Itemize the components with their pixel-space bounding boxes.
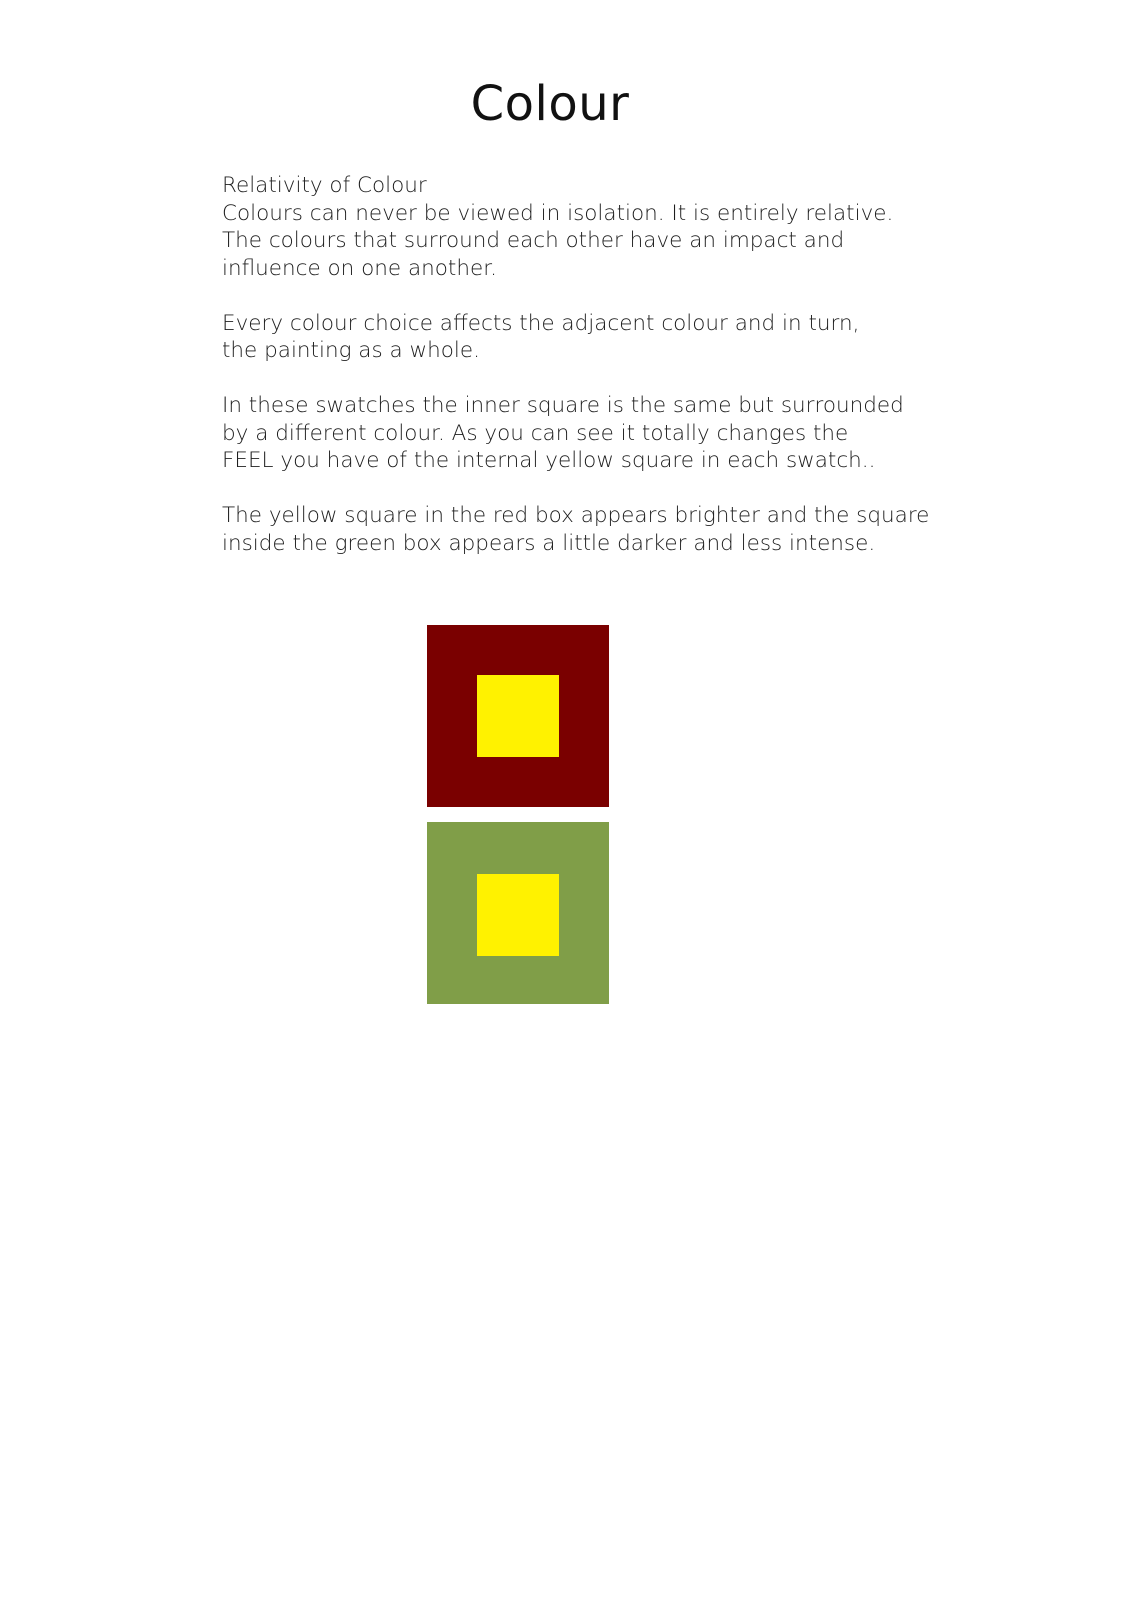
section-heading: Relativity of Colour bbox=[222, 173, 427, 198]
paragraph-relativity bbox=[222, 172, 942, 282]
text-line: FEEL you have of the internal yellow square in each swatch.. bbox=[222, 448, 876, 473]
text-line: influence on one another. bbox=[222, 255, 497, 281]
red-swatch-inner-yellow-square bbox=[477, 675, 559, 757]
text-line: by a different colour. As you can see it totally changes the bbox=[222, 420, 849, 446]
text-line: inside the green box appears a little darker and less intense. bbox=[222, 530, 876, 556]
paragraph-swatches bbox=[222, 392, 942, 475]
text-line: The yellow square in the red box appears brighter and the square bbox=[222, 503, 930, 528]
green-swatch bbox=[427, 822, 609, 1004]
paragraph-comparison bbox=[222, 502, 942, 557]
text-line: the painting as a whole. bbox=[222, 338, 480, 363]
paragraph-adjacent bbox=[222, 310, 942, 365]
body-text bbox=[222, 172, 942, 585]
text-line: In these swatches the inner square is the same but surrounded bbox=[222, 393, 904, 418]
text-line: The colours that surround each other have an impact and bbox=[222, 228, 845, 253]
page-title: Colour bbox=[470, 76, 630, 132]
green-swatch-inner-yellow-square bbox=[477, 874, 559, 956]
red-swatch bbox=[427, 625, 609, 807]
text-line: Every colour choice affects the adjacent colour and in turn, bbox=[222, 310, 860, 336]
text-line: Colours can never be viewed in isolation. It is entirely relative. bbox=[222, 200, 894, 226]
